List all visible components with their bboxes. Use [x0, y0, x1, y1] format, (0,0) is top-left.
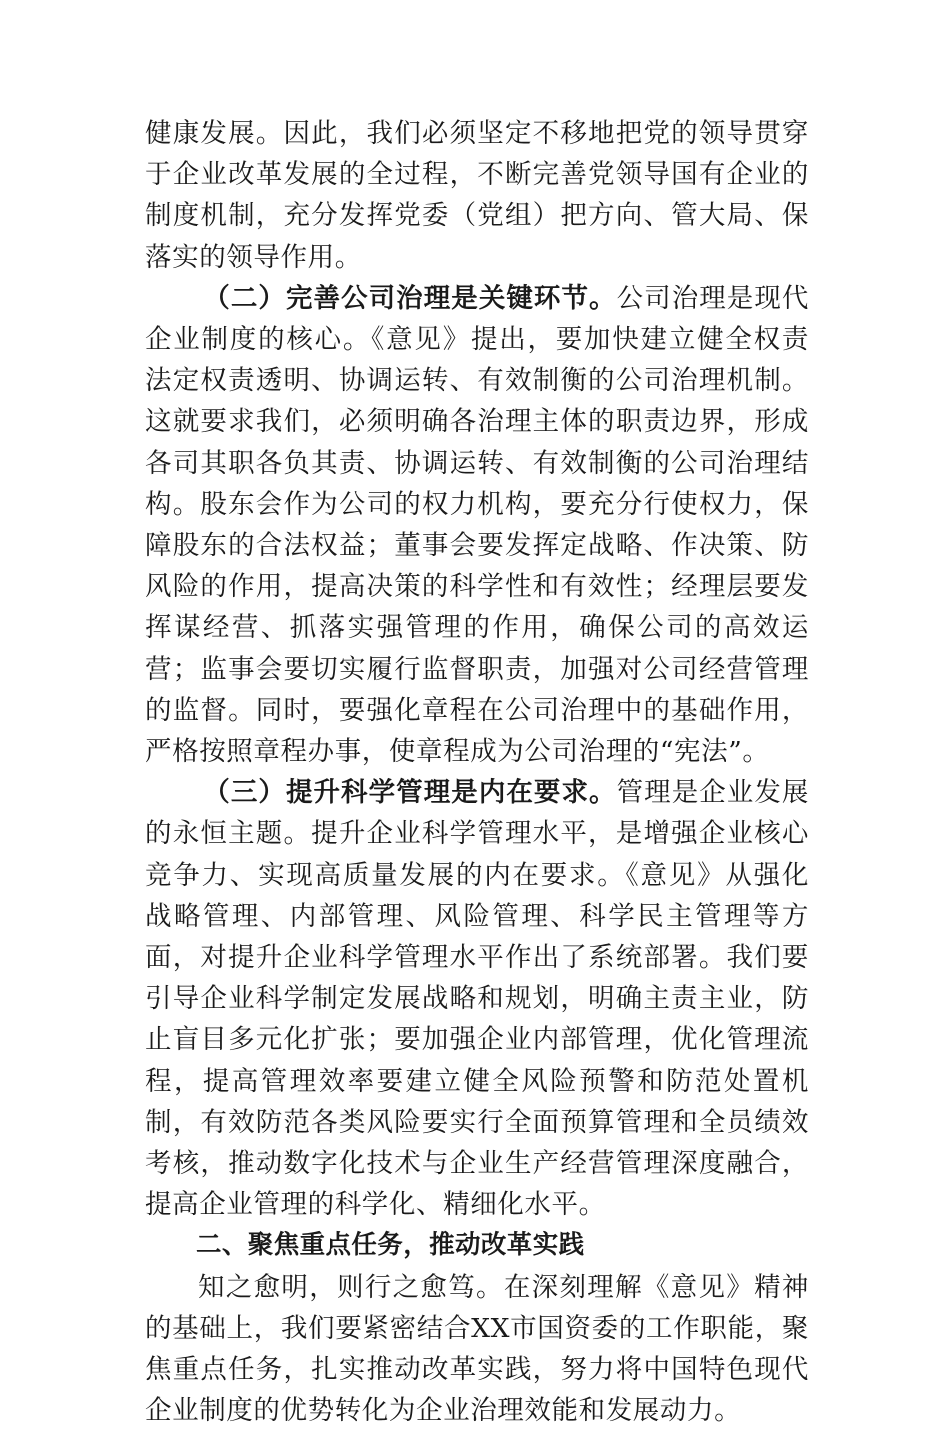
document-page: [145, 113, 809, 1432]
paragraph-lead-governance: （二）完善公司治理是关键环节。: [203, 282, 617, 314]
paragraph-scientific-management: [145, 772, 809, 1225]
paragraph-body-governance: 公司治理是现代企业制度的核心。《意见》提出，要加快建立健全权责法定权责透明、协调运转、有效制衡的公司治理机制。这就要求我们，必须明确各治理主体的职责边界，形成各司其职各负其责、协调运转、有效制衡的公司治理结构。股东会作为公司的权力机构，要充分行使权力，保障股东的合法权益；董事会要发挥定战略、作决策、防风险的作用，提高决策的科学性和有效性；经理层要发挥谋经营、抓落实强管理的作用，确保公司的高效运营；监事会要切实履行监督职责，加强对公司经营管理的监督。同时，要强化章程在公司治理中的基础作用，严格按照章程办事，使章程成为公司治理的“宪法”。: [145, 282, 810, 768]
paragraph-corporate-governance: [145, 278, 809, 772]
paragraph-intro-continuation: 健康发展。因此，我们必须坚定不移地把党的领导贯穿于企业改革发展的全过程，不断完善党领导国有企业的制度机制，充分发挥党委（党组）把方向、管大局、保落实的领导作用。: [145, 118, 809, 273]
paragraph-body-management: 管理是企业发展的永恒主题。提升企业科学管理水平，是增强企业核心竞争力、实现高质量发展的内在要求。《意见》从强化战略管理、内部管理、风险管理、科学民主管理等方面，对提升企业科学管理水平作出了系统部署。我们要引导企业科学制定发展战略和规划，明确主责主业，防止盲目多元化扩张；要加强企业内部管理，优化管理流程，提高管理效率要建立健全风险预警和防范处置机制，有效防范各类风险要实行全面预算管理和全员绩效考核，推动数字化技术与企业生产经营管理深度融合，提高企业管理的科学化、精细化水平。: [145, 777, 810, 1221]
paragraph-lead-management: （三）提升科学管理是内在要求。: [203, 777, 617, 809]
section-heading-key-tasks: 二、聚焦重点任务，推动改革实践: [196, 1230, 585, 1261]
paragraph-key-tasks-intro: 知之愈明，则行之愈笃。在深刻理解《意见》精神的基础上，我们要紧密结合XX市国资委的工作职能，聚焦重点任务，扎实推动改革实践，努力将中国特色现代企业制度的优势转化为企业治理效能和发展动力。: [145, 1271, 809, 1427]
